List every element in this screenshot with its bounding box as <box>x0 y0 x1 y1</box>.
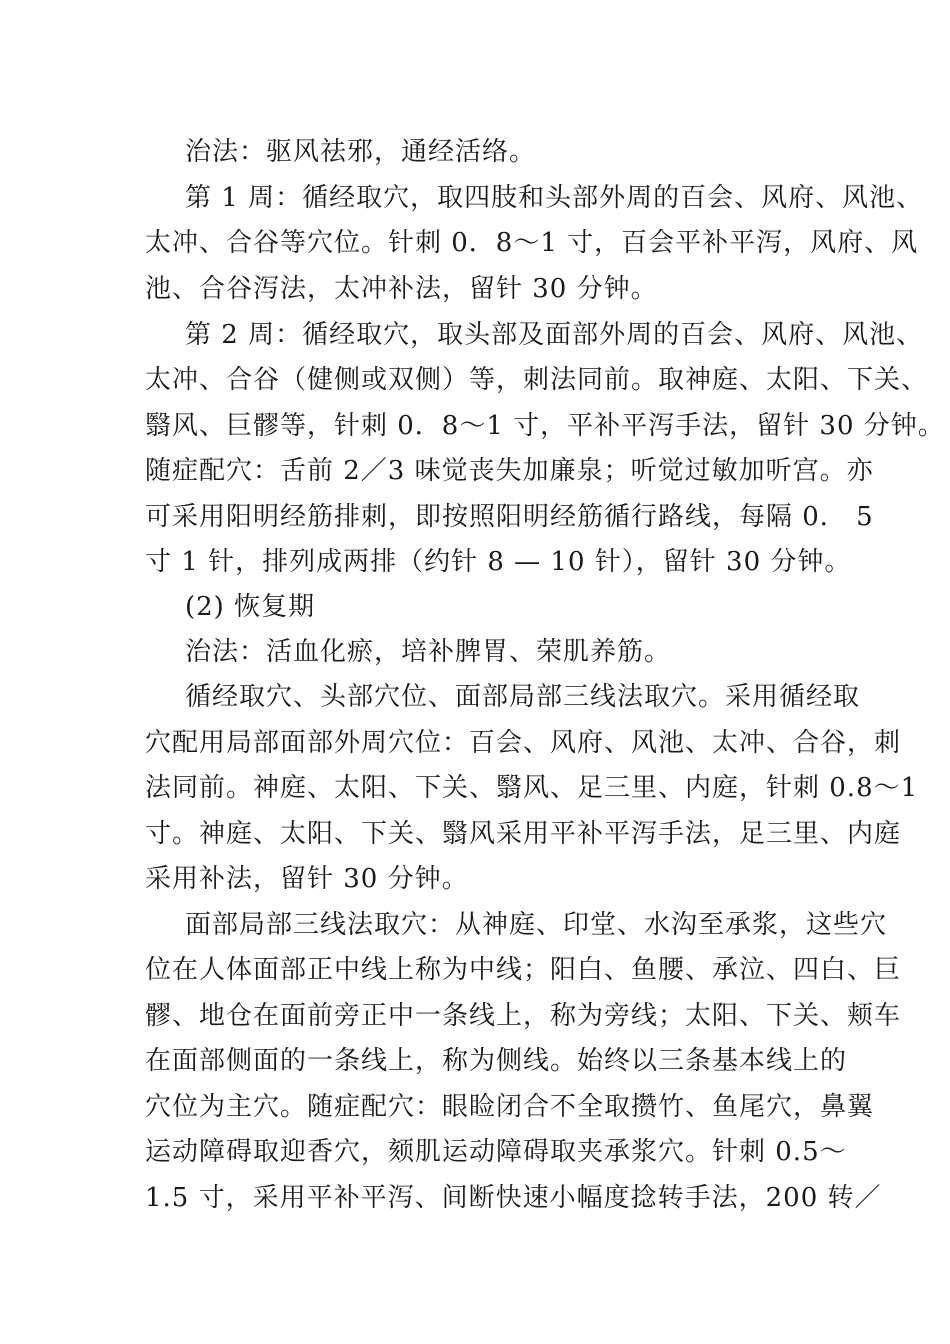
treatment-principle-line: 治法：驱风祛邪，通经活络。 <box>185 137 537 167</box>
paragraph-line: 随症配穴：舌前 2／3 味觉丧失加廉泉；听觉过敏加听宫。亦 <box>145 456 874 486</box>
paragraph-line: 第 1 周：循经取穴，取四肢和头部外周的百会、风府、风池、 <box>185 183 924 213</box>
paragraph-line: 翳风、巨髎等，针刺 0．8～1 寸，平补平泻手法，留针 30 分钟。 <box>145 411 945 441</box>
paragraph-line: 寸 1 针，排列成两排（约针 8 — 10 针），留针 30 分钟。 <box>145 547 852 577</box>
paragraph-line: 太冲、合谷等穴位。针刺 0．8～1 寸，百会平补平泻，风府、风 <box>145 228 919 258</box>
paragraph-line: 运动障碍取迎香穴，颏肌运动障碍取夹承浆穴。针刺 0.5～ <box>145 1137 847 1167</box>
section-heading: (2) 恢复期 <box>185 592 316 622</box>
paragraph-line: 寸。神庭、太阳、下关、翳风采用平补平泻手法，足三里、内庭 <box>145 819 902 849</box>
paragraph-line: 第 2 周：循经取穴，取头部及面部外周的百会、风府、风池、 <box>185 320 924 350</box>
paragraph-line: 穴配用局部面部外周穴位：百会、风府、风池、太冲、合谷，刺 <box>145 728 902 758</box>
paragraph-line: 法同前。神庭、太阳、下关、翳风、足三里、内庭，针刺 0.8～1 <box>145 773 919 803</box>
paragraph-line: 穴位为主穴。随症配穴：眼睑闭合不全取攒竹、鱼尾穴，鼻翼 <box>145 1092 875 1122</box>
paragraph-line: 在面部侧面的一条线上，称为侧线。始终以三条基本线上的 <box>145 1046 848 1076</box>
paragraph-line: 池、合谷泻法，太冲补法，留针 30 分钟。 <box>145 274 658 304</box>
paragraph-line: 髎、地仓在面前旁正中一条线上，称为旁线；太阳、下关、颊车 <box>145 1001 902 1031</box>
paragraph-line: 循经取穴、头部穴位、面部局部三线法取穴。采用循经取 <box>185 682 861 712</box>
paragraph-line: 太冲、合谷（健侧或双侧）等，刺法同前。取神庭、太阳、下关、 <box>145 365 929 395</box>
paragraph-line: 可采用阳明经筋排刺，即按照阳明经筋循行路线，每隔 0． 5 <box>145 502 874 532</box>
paragraph-line: 位在人体面部正中线上称为中线；阳白、鱼腰、承泣、四白、巨 <box>145 955 902 985</box>
paragraph-line: 采用补法，留针 30 分钟。 <box>145 864 469 894</box>
paragraph-line: 1.5 寸，采用平补平泻、间断快速小幅度捻转手法，200 转／ <box>145 1183 882 1213</box>
treatment-principle-line: 治法：活血化瘀，培补脾胃、荣肌养筋。 <box>185 637 672 667</box>
paragraph-line: 面部局部三线法取穴：从神庭、印堂、水沟至承浆，这些穴 <box>185 910 888 940</box>
